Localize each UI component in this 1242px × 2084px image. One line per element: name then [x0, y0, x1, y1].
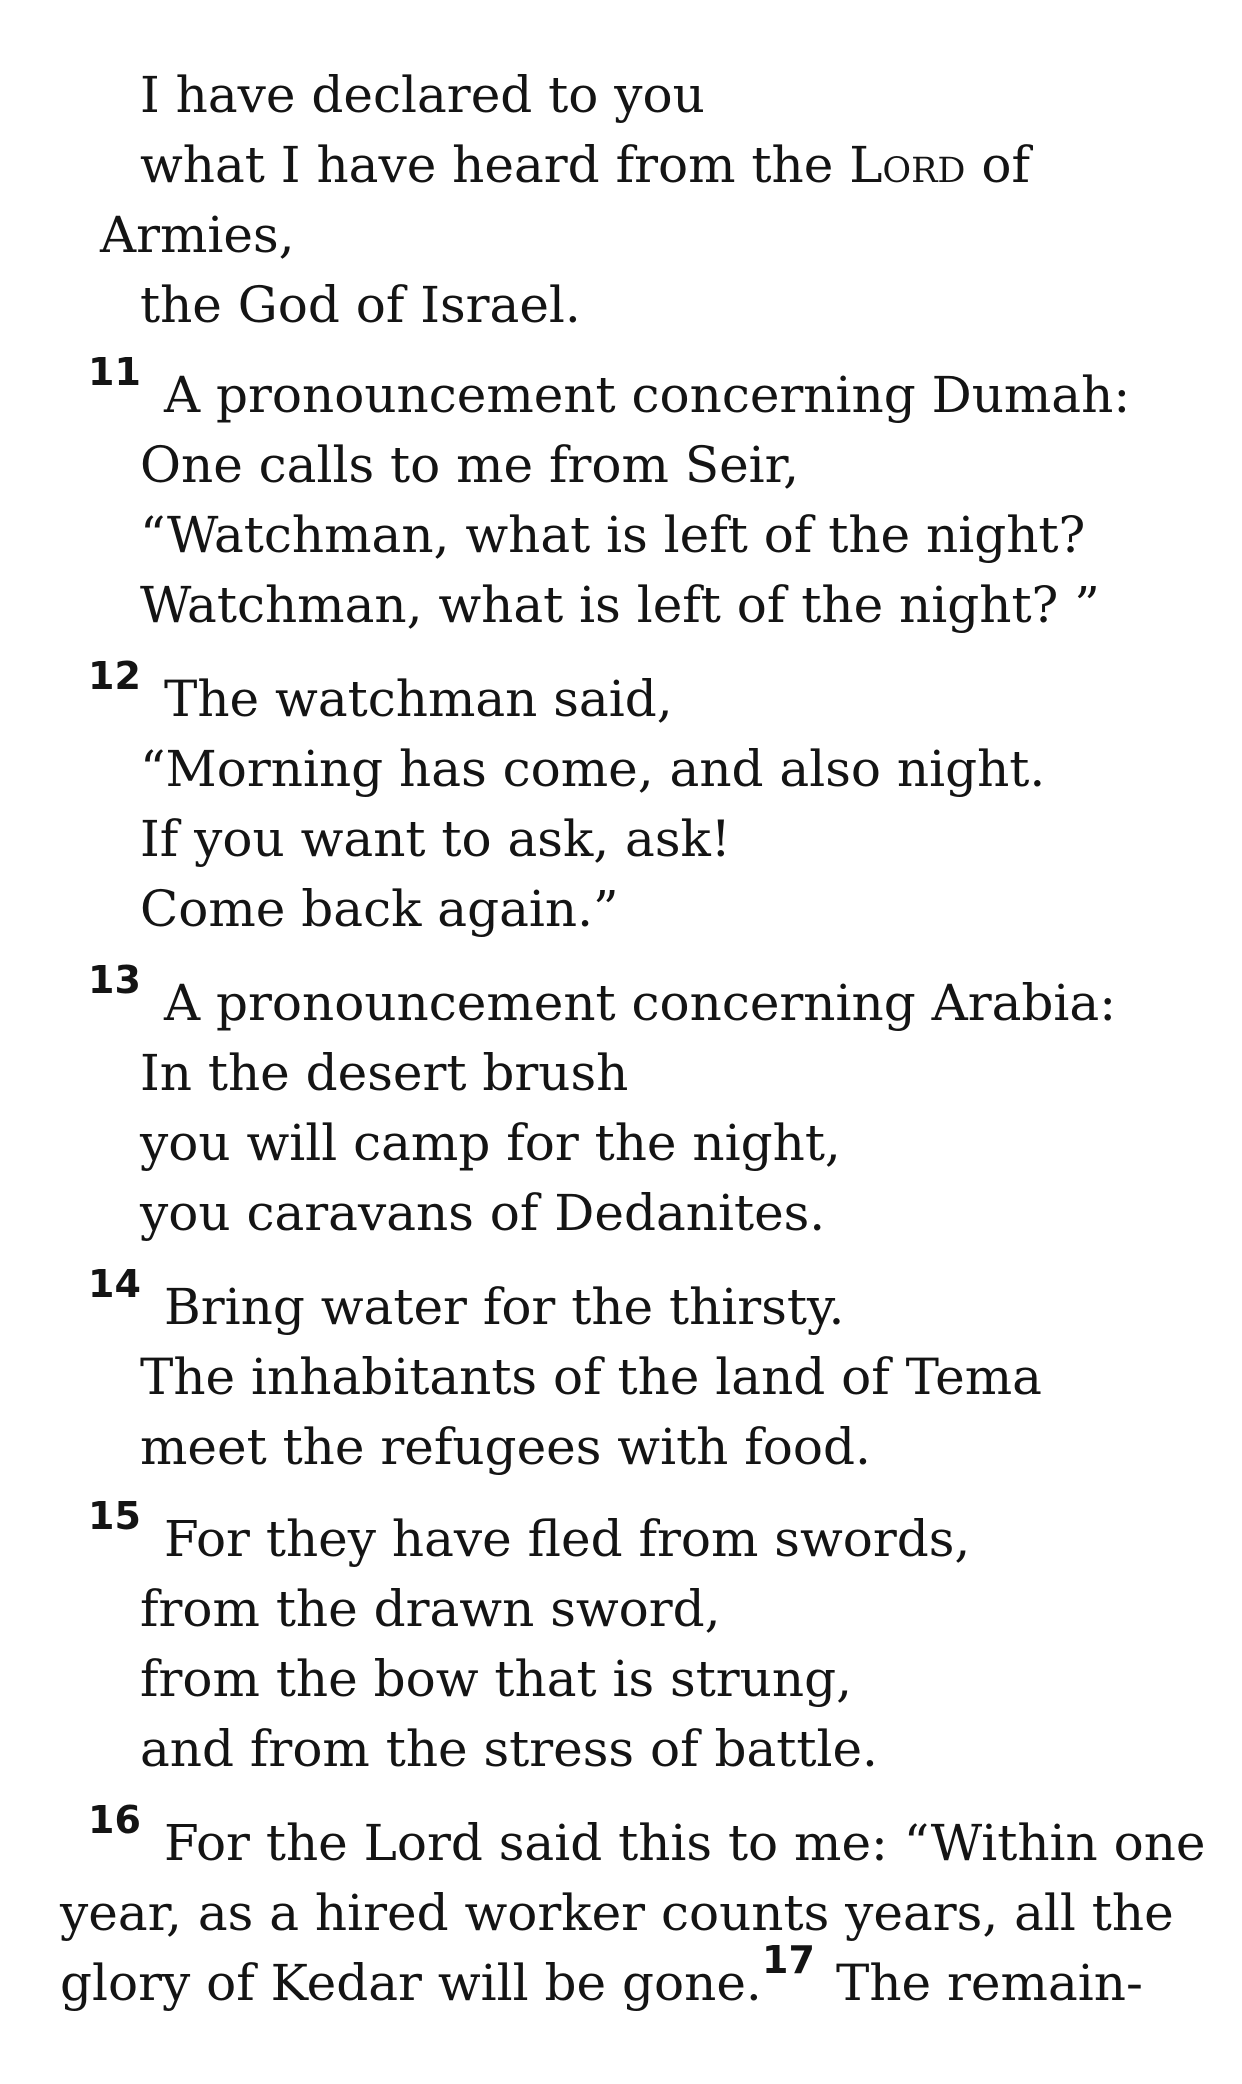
poetry-line: the God of Israel.: [140, 276, 581, 334]
poetry-line: In the desert brush: [140, 1044, 629, 1102]
poetry-line: Watchman, what is left of the night? ”: [140, 576, 1100, 634]
prose-line: For the Lord said this to me: “Within one: [164, 1814, 1206, 1872]
poetry-line: For they have fled from swords,: [164, 1510, 971, 1568]
poetry-line: you will camp for the night,: [140, 1114, 841, 1172]
poetry-line: I have declared to you: [140, 66, 705, 124]
verse-number-14: 14: [88, 1262, 141, 1306]
poetry-line: and from the stress of battle.: [140, 1720, 878, 1778]
poetry-line: A pronouncement concerning Arabia:: [164, 974, 1117, 1032]
verse-number-12: 12: [88, 654, 141, 698]
poetry-line: The inhabitants of the land of Tema: [140, 1348, 1042, 1406]
poetry-line: The watchman said,: [164, 670, 673, 728]
line-text: glory of Kedar will be gone.: [60, 1954, 762, 2012]
verse-number-15: 15: [88, 1494, 141, 1538]
verse-number-17: 17: [762, 1938, 815, 1982]
poetry-line: Come back again.”: [140, 880, 619, 938]
poetry-line: [140, 130, 1030, 200]
poetry-line: A pronouncement concerning Dumah:: [164, 366, 1131, 424]
verse-number-13: 13: [88, 958, 141, 1002]
prose-line: The remain-: [836, 1954, 1143, 2012]
poetry-line: Bring water for the thirsty.: [164, 1278, 845, 1336]
poetry-line: meet the refugees with food.: [140, 1418, 871, 1476]
prose-line: [60, 1948, 762, 2018]
line-text: of: [965, 136, 1031, 194]
poetry-line: “Watchman, what is left of the night?: [140, 506, 1086, 564]
poetry-line-continuation: Armies,: [100, 206, 295, 264]
verse-number-16: 16: [88, 1798, 141, 1842]
poetry-line: from the bow that is strung,: [140, 1650, 852, 1708]
poetry-line: One calls to me from Seir,: [140, 436, 799, 494]
poetry-line: If you want to ask, ask!: [140, 810, 731, 868]
line-text: what I have heard from the: [140, 136, 850, 194]
divine-name-smallcaps: Lord: [849, 136, 966, 194]
prose-line: year, as a hired worker counts years, all the: [60, 1884, 1174, 1942]
poetry-line: from the drawn sword,: [140, 1580, 721, 1638]
verse-number-11: 11: [88, 350, 141, 394]
poetry-line: you caravans of Dedanites.: [140, 1184, 826, 1242]
poetry-line: “Morning has come, and also night.: [140, 740, 1046, 798]
